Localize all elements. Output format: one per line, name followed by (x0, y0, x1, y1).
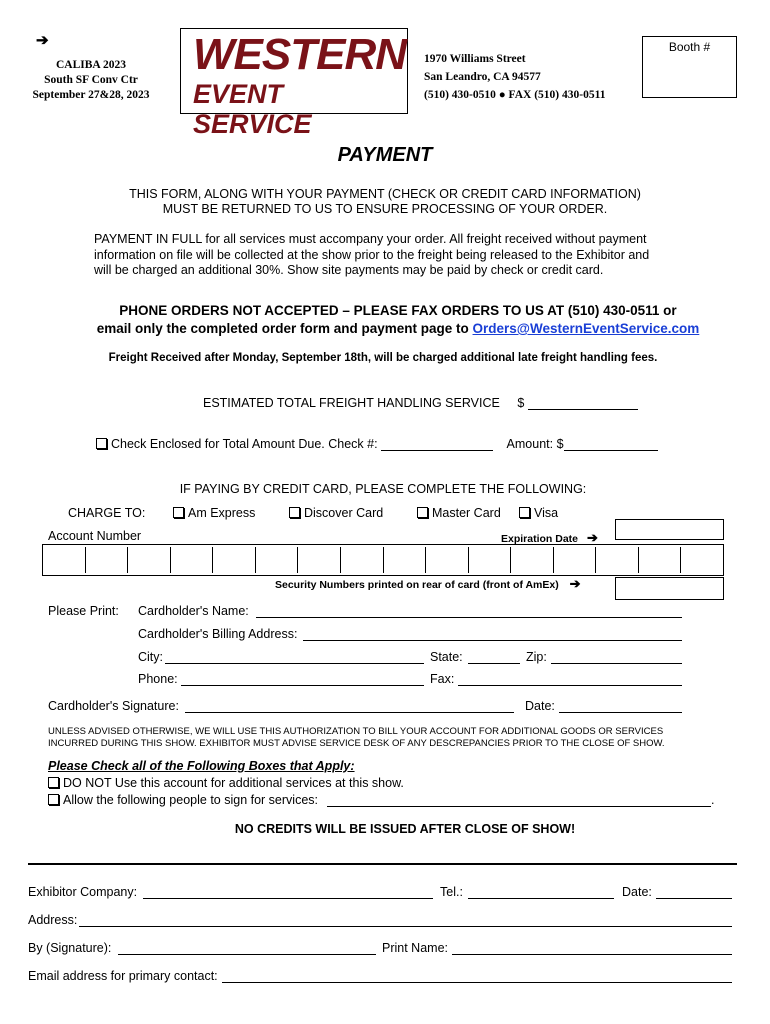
city-state-zip: San Leandro, CA 94577 (424, 71, 541, 83)
authorization-notice (48, 726, 665, 750)
billing-address-field[interactable] (303, 626, 682, 641)
return-copy-label (36, 30, 49, 50)
company-logo (180, 28, 408, 139)
mastercard-label: Master Card (432, 506, 501, 520)
arrow-right-icon: ➔ (586, 530, 598, 545)
do-not-use-label: DO NOT Use this account for additional services at this show. (63, 776, 404, 790)
account-digit-cell[interactable] (298, 547, 341, 573)
card-option-amex[interactable] (173, 506, 255, 520)
discover-checkbox[interactable] (289, 507, 300, 518)
state-field[interactable] (468, 649, 520, 664)
estimated-total-field[interactable] (528, 396, 638, 410)
allow-following-label: Allow the following people to sign for services: (63, 793, 318, 807)
card-option-discover[interactable] (289, 506, 383, 520)
zip-field[interactable] (551, 649, 682, 664)
account-digit-cell[interactable] (171, 547, 214, 573)
authorization-line-1: UNLESS ADVISED OTHERWISE, WE WILL USE THIS AUTHORIZATION TO BILL YOUR ACCOUNT FOR ADDITIONAL GOODS OR SERVICES (48, 726, 664, 737)
estimated-total-row (203, 396, 638, 410)
address-label: Address: (28, 913, 78, 927)
late-freight-notice: Freight Received after Monday, September 18th, will be charged additional late freight handling fees. (108, 352, 658, 364)
zip-label: Zip: (526, 650, 547, 664)
check-enclosed-label: Check Enclosed for Total Amount Due. Check #: (111, 437, 378, 451)
amex-label: Am Express (188, 506, 256, 520)
mastercard-checkbox[interactable] (417, 507, 428, 518)
exhibitor-company-field[interactable] (143, 884, 433, 899)
visa-checkbox[interactable] (519, 507, 530, 518)
do-not-use-option[interactable] (48, 776, 404, 790)
discover-label: Discover Card (304, 506, 384, 520)
date2-field[interactable] (656, 884, 732, 899)
account-digit-cell[interactable] (128, 547, 171, 573)
check-number-field[interactable] (381, 437, 493, 451)
email-contact-label: Email address for primary contact: (28, 969, 218, 983)
payment-terms (94, 232, 694, 279)
address-field[interactable] (79, 912, 732, 927)
street-address: 1970 Williams Street (424, 53, 526, 65)
amount-field[interactable] (564, 437, 658, 451)
logo-western: WESTERN (193, 30, 406, 79)
signature-label: Cardholder's Signature: (48, 699, 179, 713)
account-number-field[interactable] (42, 544, 724, 576)
phone-label: Phone: (138, 672, 178, 686)
date2-label: Date: (622, 885, 652, 899)
fax-label: Fax: (430, 672, 455, 686)
date-label: Date: (525, 699, 555, 713)
print-name-field[interactable] (452, 940, 732, 955)
company-address (424, 50, 605, 104)
city-label: City: (138, 650, 163, 664)
payment-line-2: information on file will be collected at the show prior to the freight being released to the Exhibitor and (94, 247, 650, 262)
no-credits-notice: NO CREDITS WILL BE ISSUED AFTER CLOSE OF SHOW! (234, 822, 576, 836)
authorization-line-2: INCURRED DURING THIS SHOW. EXHIBITOR MUST ADVISE SERVICE DESK OF ANY DESCREPANCIES PRIOR TO THE CLOSE OF SHOW. (48, 738, 665, 749)
cardholder-name-field[interactable] (256, 603, 682, 618)
security-code-field[interactable] (615, 577, 724, 600)
allowed-people-field[interactable] (327, 792, 711, 807)
city-field[interactable] (165, 649, 424, 664)
allow-following-checkbox[interactable] (48, 794, 59, 805)
expiration-date-text: Expiration Date (501, 533, 579, 545)
account-digit-cell[interactable] (86, 547, 129, 573)
account-digit-cell[interactable] (426, 547, 469, 573)
please-check-heading: Please Check all of the Following Boxes that Apply: (48, 759, 355, 773)
event-venue: South SF Conv Ctr (44, 74, 138, 86)
booth-label: Booth # (668, 40, 711, 54)
expiration-date-field[interactable] (615, 519, 724, 540)
intro-line-1: THIS FORM, ALONG WITH YOUR PAYMENT (CHECK OR CREDIT CARD INFORMATION) (129, 187, 641, 201)
date-field[interactable] (559, 698, 682, 713)
logo-event-service: EVENT SERVICE (193, 79, 312, 139)
account-number-label: Account Number (48, 529, 142, 543)
phone-orders-notice (0, 302, 770, 320)
phone-orders-line-2-wrap (0, 320, 770, 338)
phone-field[interactable] (181, 671, 424, 686)
estimated-total-label: ESTIMATED TOTAL FREIGHT HANDLING SERVICE (203, 396, 500, 410)
security-numbers-label (275, 576, 581, 592)
cardholder-name-label: Cardholder's Name: (138, 604, 249, 618)
period: . (711, 793, 715, 807)
by-signature-field[interactable] (118, 940, 376, 955)
account-digit-cell[interactable] (384, 547, 427, 573)
print-name-label: Print Name: (382, 941, 448, 955)
billing-address-label: Cardholder's Billing Address: (138, 627, 298, 641)
booth-number-box[interactable] (642, 36, 737, 98)
check-enclosed-checkbox[interactable] (96, 438, 107, 449)
email-contact-field[interactable] (222, 968, 732, 983)
phone-orders-line-2: email only the completed order form and payment page to (96, 321, 473, 336)
phone-orders-line-1: PHONE ORDERS NOT ACCEPTED – PLEASE FAX ORDERS TO US AT (510) 430-0511 or (119, 303, 677, 318)
intro-text (0, 187, 770, 217)
event-dates: September 27&28, 2023 (32, 89, 150, 101)
allow-following-option[interactable] (48, 793, 318, 807)
by-signature-label: By (Signature): (28, 941, 112, 955)
check-enclosed-row (96, 437, 658, 451)
exhibitor-company-label: Exhibitor Company: (28, 885, 138, 899)
divider (28, 863, 737, 865)
event-info (20, 58, 162, 103)
tel-field[interactable] (468, 884, 614, 899)
state-label: State: (430, 650, 463, 664)
security-numbers-text: Security Numbers printed on rear of card (front of AmEx) (275, 579, 559, 591)
account-digit-cell[interactable] (341, 547, 384, 573)
phone-fax: (510) 430-0510 ● FAX (510) 430-0511 (424, 89, 606, 101)
intro-line-2: MUST BE RETURNED TO US TO ENSURE PROCESSING OF YOUR ORDER. (162, 202, 608, 216)
card-option-mastercard[interactable] (417, 506, 501, 520)
account-digit-cell[interactable] (469, 547, 512, 573)
please-print-label: Please Print: (48, 604, 119, 618)
visa-label: Visa (534, 506, 559, 520)
amex-checkbox[interactable] (173, 507, 184, 518)
credit-card-heading: IF PAYING BY CREDIT CARD, PLEASE COMPLETE THE FOLLOWING: (179, 482, 587, 496)
orders-email-link[interactable]: Orders@WesternEventService.com (472, 321, 700, 336)
account-digit-cell[interactable] (596, 547, 639, 573)
payment-line-1: PAYMENT IN FULL for all services must accompany your order. All freight received without payment (94, 232, 647, 246)
fax-field[interactable] (458, 671, 682, 686)
account-digit-cell[interactable] (554, 547, 597, 573)
card-option-visa[interactable] (519, 506, 558, 520)
arrow-right-icon: ➔ (36, 32, 49, 49)
page-title: PAYMENT (337, 144, 433, 166)
account-digit-cell[interactable] (681, 547, 723, 573)
account-digit-cell[interactable] (511, 547, 554, 573)
account-digit-cell[interactable] (213, 547, 256, 573)
charge-to-label: CHARGE TO: (68, 506, 146, 520)
account-digit-cell[interactable] (639, 547, 682, 573)
event-name: CALIBA 2023 (56, 59, 126, 71)
account-digit-cell[interactable] (256, 547, 299, 573)
signature-field[interactable] (185, 698, 514, 713)
arrow-right-icon: ➔ (569, 576, 581, 591)
tel-label: Tel.: (440, 885, 463, 899)
dollar-sign: $ (517, 396, 525, 410)
do-not-use-checkbox[interactable] (48, 777, 59, 788)
account-digit-cell[interactable] (43, 547, 86, 573)
payment-line-3: will be charged an additional 30%. Show site payments may be paid by check or credit card. (94, 263, 604, 277)
amount-label: Amount: $ (506, 437, 564, 451)
